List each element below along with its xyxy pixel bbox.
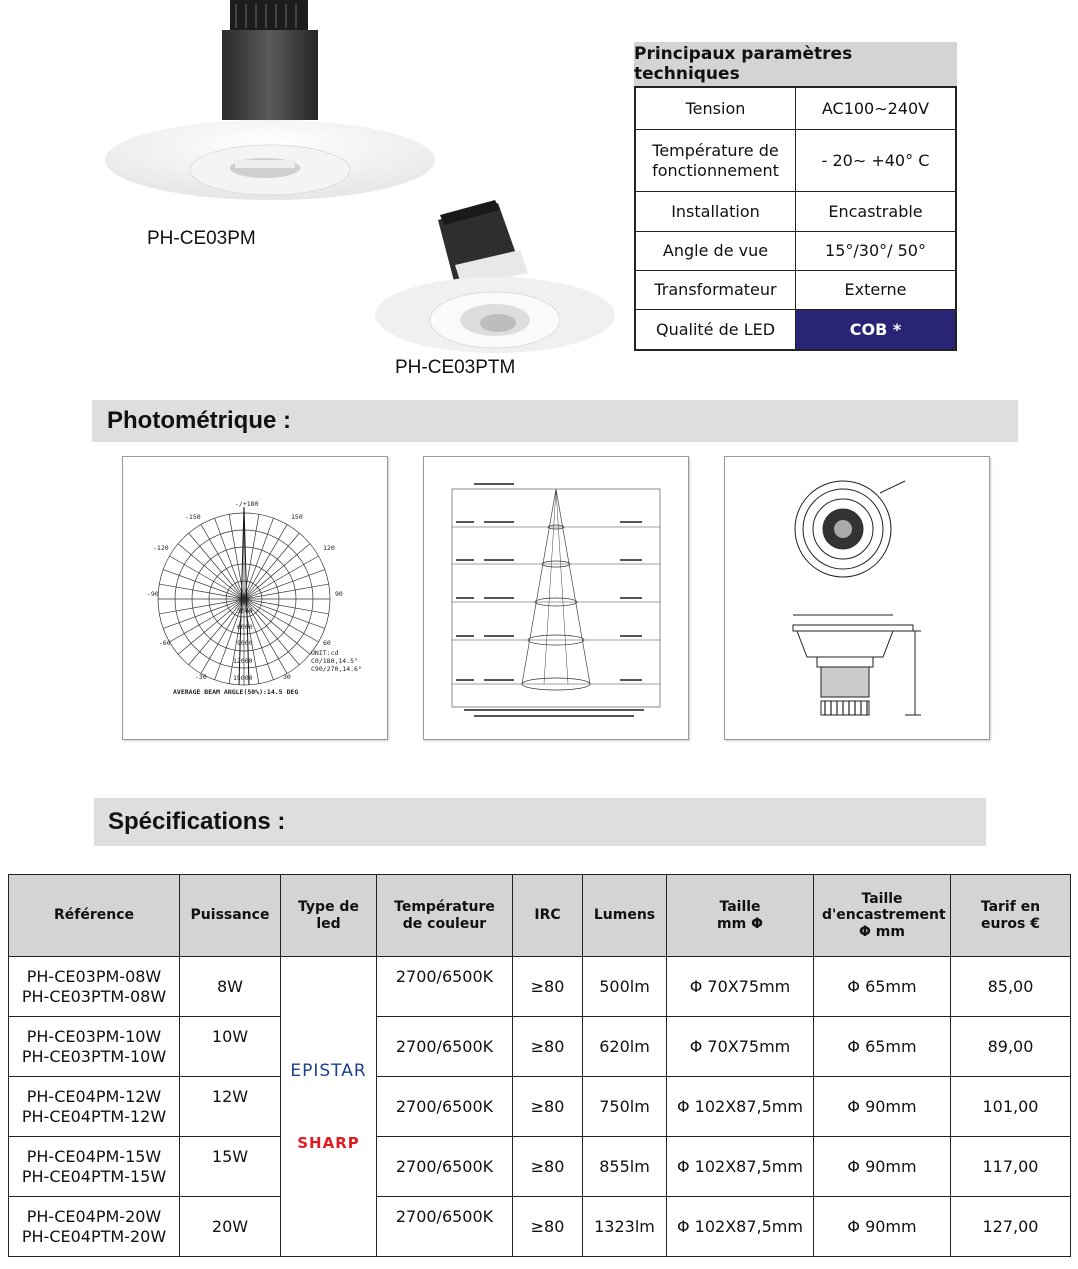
param-label: Tension [636, 88, 796, 129]
product-image-ce03ptm [370, 195, 615, 355]
section-specifications [94, 798, 986, 846]
temperature-cell: 2700/6500K [377, 1077, 513, 1137]
polar-ring-label: 3000 [237, 607, 253, 615]
led-brand-cell [281, 957, 377, 1257]
spec-header-row [9, 875, 1071, 957]
temperature-cell: 2700/6500K [377, 1197, 513, 1257]
downlight-illustration [100, 0, 440, 215]
header-reference: Référence [9, 875, 180, 957]
param-row-tension [636, 88, 955, 130]
polar-angle-label: 60 [323, 639, 331, 647]
reference-cell: PH-CE04PM-12W PH-CE04PTM-12W [9, 1077, 180, 1137]
dimension-drawing-frame [724, 456, 990, 740]
irc-cell: ≥80 [513, 1077, 583, 1137]
header-cutout: Taille d'encastrement Φ mm [814, 875, 951, 957]
param-label: Température de fonctionnement [636, 130, 796, 191]
parameters-rows [634, 86, 957, 351]
table-row [9, 1017, 1071, 1077]
specifications-table [8, 874, 1071, 1257]
table-row [9, 957, 1071, 1017]
polar-unit: UNIT:cd [311, 649, 339, 657]
param-value: Encastrable [828, 201, 923, 221]
header-lumens: Lumens [583, 875, 667, 957]
header-power: Puissance [180, 875, 281, 957]
section-title-specifications: Spécifications : [108, 808, 286, 835]
size-cell: Φ 102X87,5mm [667, 1077, 814, 1137]
polar-angle-label: 90 [335, 590, 343, 598]
temperature-cell: 2700/6500K [377, 1017, 513, 1077]
price-cell: 117,00 [951, 1137, 1071, 1197]
size-cell: Φ 102X87,5mm [667, 1197, 814, 1257]
polar-angle-label: -30 [195, 673, 207, 681]
polar-angle-label: -120 [153, 544, 169, 552]
param-row-transformer [636, 271, 955, 310]
irc-cell: ≥80 [513, 1197, 583, 1257]
power-cell: 8W [180, 957, 281, 1017]
polar-ring-label: 15000 [233, 674, 253, 682]
section-photometric [92, 400, 1018, 442]
size-cell: Φ 102X87,5mm [667, 1137, 814, 1197]
section-title-photometric: Photométrique : [107, 407, 291, 434]
price-cell: 101,00 [951, 1077, 1071, 1137]
param-label: Qualité de LED [636, 310, 796, 349]
polar-angle-label: 30 [283, 673, 291, 681]
header-color-temperature: Température de couleur [377, 875, 513, 957]
cutout-cell: Φ 90mm [814, 1137, 951, 1197]
polar-angle-label: 120 [323, 544, 335, 552]
sharp-logo: SHARP [297, 1133, 360, 1152]
illuminance-cone-diagram [424, 457, 688, 739]
reference-cell: PH-CE04PM-20W PH-CE04PTM-20W [9, 1197, 180, 1257]
irc-cell: ≥80 [513, 957, 583, 1017]
polar-ring-label: 12000 [233, 657, 253, 665]
irc-cell: ≥80 [513, 1137, 583, 1197]
param-row-led-quality [636, 310, 955, 349]
cutout-cell: Φ 90mm [814, 1197, 951, 1257]
reference-cell: PH-CE04PM-15W PH-CE04PTM-15W [9, 1137, 180, 1197]
param-value: AC100∼240V [821, 98, 930, 118]
param-value: Externe [844, 280, 907, 299]
polar-angle-label: -/+180 [235, 500, 259, 508]
lumens-cell: 620lm [583, 1017, 667, 1077]
reference-cell: PH-CE03PM-08W PH-CE03PTM-08W [9, 957, 180, 1017]
product-image-ce03pm [100, 0, 440, 215]
product-caption-ce03pm: PH-CE03PM [147, 228, 256, 249]
table-row [9, 1197, 1071, 1257]
param-label: Angle de vue [636, 232, 796, 270]
price-cell: 85,00 [951, 957, 1071, 1017]
cutout-cell: Φ 90mm [814, 1077, 951, 1137]
power-cell: 12W [180, 1077, 281, 1137]
size-cell: Φ 70X75mm [667, 1017, 814, 1077]
polar-angle-label: 150 [291, 513, 303, 521]
param-row-angle [636, 232, 955, 271]
header-size: Taille mm Φ [667, 875, 814, 957]
lumens-cell: 855lm [583, 1137, 667, 1197]
param-label: Transformateur [636, 271, 796, 309]
temperature-cell: 2700/6500K [377, 1137, 513, 1197]
temperature-cell: 2700/6500K [377, 957, 513, 1017]
param-value: - 20∼ +40° C [821, 150, 930, 170]
epistar-logo: EPISTAR [290, 1060, 367, 1081]
param-row-installation [636, 192, 955, 232]
price-cell: 127,00 [951, 1197, 1071, 1257]
dimension-drawing [725, 457, 989, 739]
table-row [9, 1077, 1071, 1137]
param-value-highlight: COB * [796, 310, 955, 349]
product-caption-ce03ptm: PH-CE03PTM [395, 357, 516, 378]
header-irc: IRC [513, 875, 583, 957]
reference-cell: PH-CE03PM-10W PH-CE03PTM-10W [9, 1017, 180, 1077]
param-label: Installation [636, 192, 796, 231]
cutout-cell: Φ 65mm [814, 957, 951, 1017]
polar-c90: C90/270,14.6° [311, 665, 362, 673]
table-row [9, 1137, 1071, 1197]
tilted-downlight-illustration [370, 195, 615, 355]
polar-angle-label: -150 [185, 513, 201, 521]
polar-ring-label: 6000 [237, 623, 253, 631]
cone-diagram-frame [423, 456, 689, 740]
lumens-cell: 1323lm [583, 1197, 667, 1257]
lumens-cell: 750lm [583, 1077, 667, 1137]
polar-ring-label: 9000 [237, 639, 253, 647]
size-cell: Φ 70X75mm [667, 957, 814, 1017]
param-value: 15°/30°/ 50° [825, 241, 926, 260]
power-cell: 10W [180, 1017, 281, 1077]
power-cell: 15W [180, 1137, 281, 1197]
header-led-type: Type de led [281, 875, 377, 957]
irc-cell: ≥80 [513, 1017, 583, 1077]
price-cell: 89,00 [951, 1017, 1071, 1077]
lumens-cell: 500lm [583, 957, 667, 1017]
polar-average-beam: AVERAGE BEAM ANGLE(50%):14.5 DEG [173, 688, 299, 696]
header-price: Tarif en euros € [951, 875, 1071, 957]
polar-diagram [123, 457, 387, 739]
power-cell: 20W [180, 1197, 281, 1257]
param-row-temperature [636, 130, 955, 192]
cutout-cell: Φ 65mm [814, 1017, 951, 1077]
polar-c0: C0/180,14.5° [311, 657, 358, 665]
polar-angle-label: -60 [159, 639, 171, 647]
polar-diagram-frame [122, 456, 388, 740]
parameters-title: Principaux paramètres techniques [634, 42, 957, 86]
polar-angle-label: -90 [147, 590, 159, 598]
